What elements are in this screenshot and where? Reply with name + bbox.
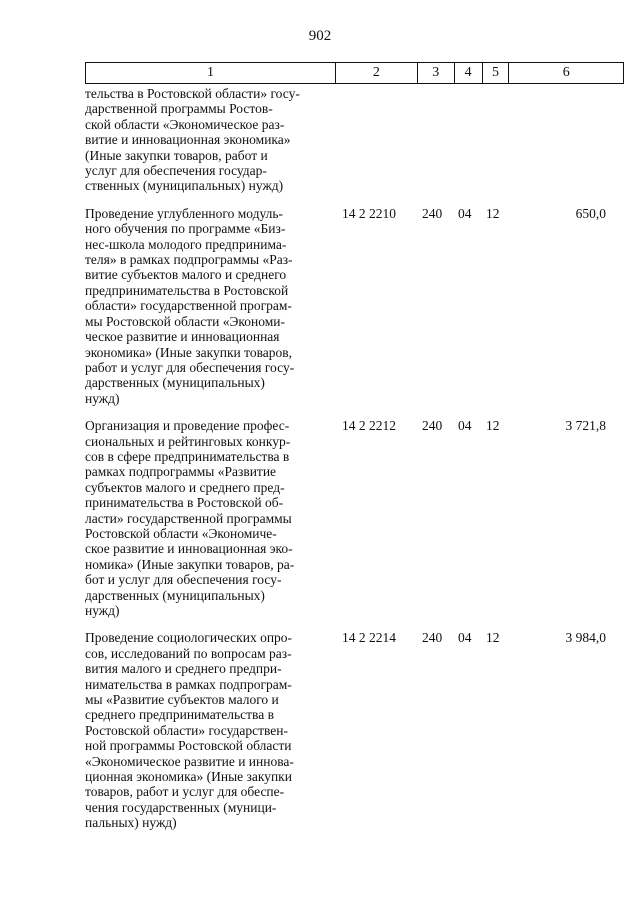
row-code: 14 2 2214 — [342, 630, 396, 646]
table-row — [85, 630, 624, 830]
table-row — [85, 418, 624, 618]
row-amount: 3 721,8 — [565, 418, 606, 434]
row-section: 04 — [458, 630, 472, 646]
row-description: Проведение углубленного модуль- ного обучения по программе «Биз- нес-школа молодого предпринима- теля» в рамках подпрограммы «Раз- витие субъектов малого и среднего предпринимательства в Ростовской области» государственной програм- мы Ростовской области «Экономи- ческое развитие и инновационная экономика» (Иные закупки товаров, работ и услуг для обеспечения госу- дарственных (муниципальных) нужд) — [85, 205, 295, 406]
row-subsection: 12 — [486, 630, 500, 646]
row-amount: 3 984,0 — [565, 630, 606, 646]
header-col-3: 3 — [418, 63, 455, 83]
row-description: Организация и проведение профес- сиональных и рейтинговых конкур- сов в сфере предпринимательства в рамках подпрограммы «Развитие субъектов малого и среднего пред- принимательства в Ростовской об- ласти» государственной программы Ростовской области «Экономиче- ское развитие и инновационная эко- номика» (Иные закупки товаров, ра- бот и услуг для обеспечения госу- дарственных (муниципальных) нужд) — [85, 418, 295, 618]
row-expense-type: 240 — [422, 418, 443, 434]
row-description: тельства в Ростовской области» госу- дарственной программы Ростов- ской области «Экономическое раз- витие и инновационная экономика» (Иные закупки товаров, работ и услуг для обеспечения государ- ственных (муниципальных) нужд) — [85, 86, 300, 194]
header-col-6: 6 — [562, 65, 570, 80]
row-description: Проведение социологических опро- сов, исследований по вопросам раз- вития малого и среднего предпри- нимательства в рамках подпрограм- мы «Развитие субъектов малого и среднего предпринимательства в Ростовской области» государствен- ной программы Ростовской области «Экономическое развитие и иннова- ционная экономика» (Иные закупки товаров, работ и услуг для обеспе- чения государственных (муници- пальных) нужд) — [85, 630, 294, 831]
page-number: 902 — [308, 28, 332, 44]
row-amount: 650,0 — [575, 205, 606, 221]
table-row — [85, 86, 624, 194]
row-code: 14 2 2210 — [342, 205, 396, 221]
header-col-5: 5 — [483, 63, 510, 83]
row-section: 04 — [458, 418, 472, 434]
row-code: 14 2 2212 — [342, 418, 396, 434]
row-expense-type: 240 — [422, 205, 443, 221]
header-col-1: 1 — [86, 63, 336, 83]
table-body — [85, 86, 624, 831]
row-subsection: 12 — [486, 418, 500, 434]
header-col-2: 2 — [336, 63, 418, 83]
table-row — [85, 206, 624, 406]
row-subsection: 12 — [486, 205, 500, 221]
row-expense-type: 240 — [422, 630, 443, 646]
header-col-4: 4 — [455, 63, 483, 83]
table-header — [85, 62, 624, 84]
row-section: 04 — [458, 205, 472, 221]
